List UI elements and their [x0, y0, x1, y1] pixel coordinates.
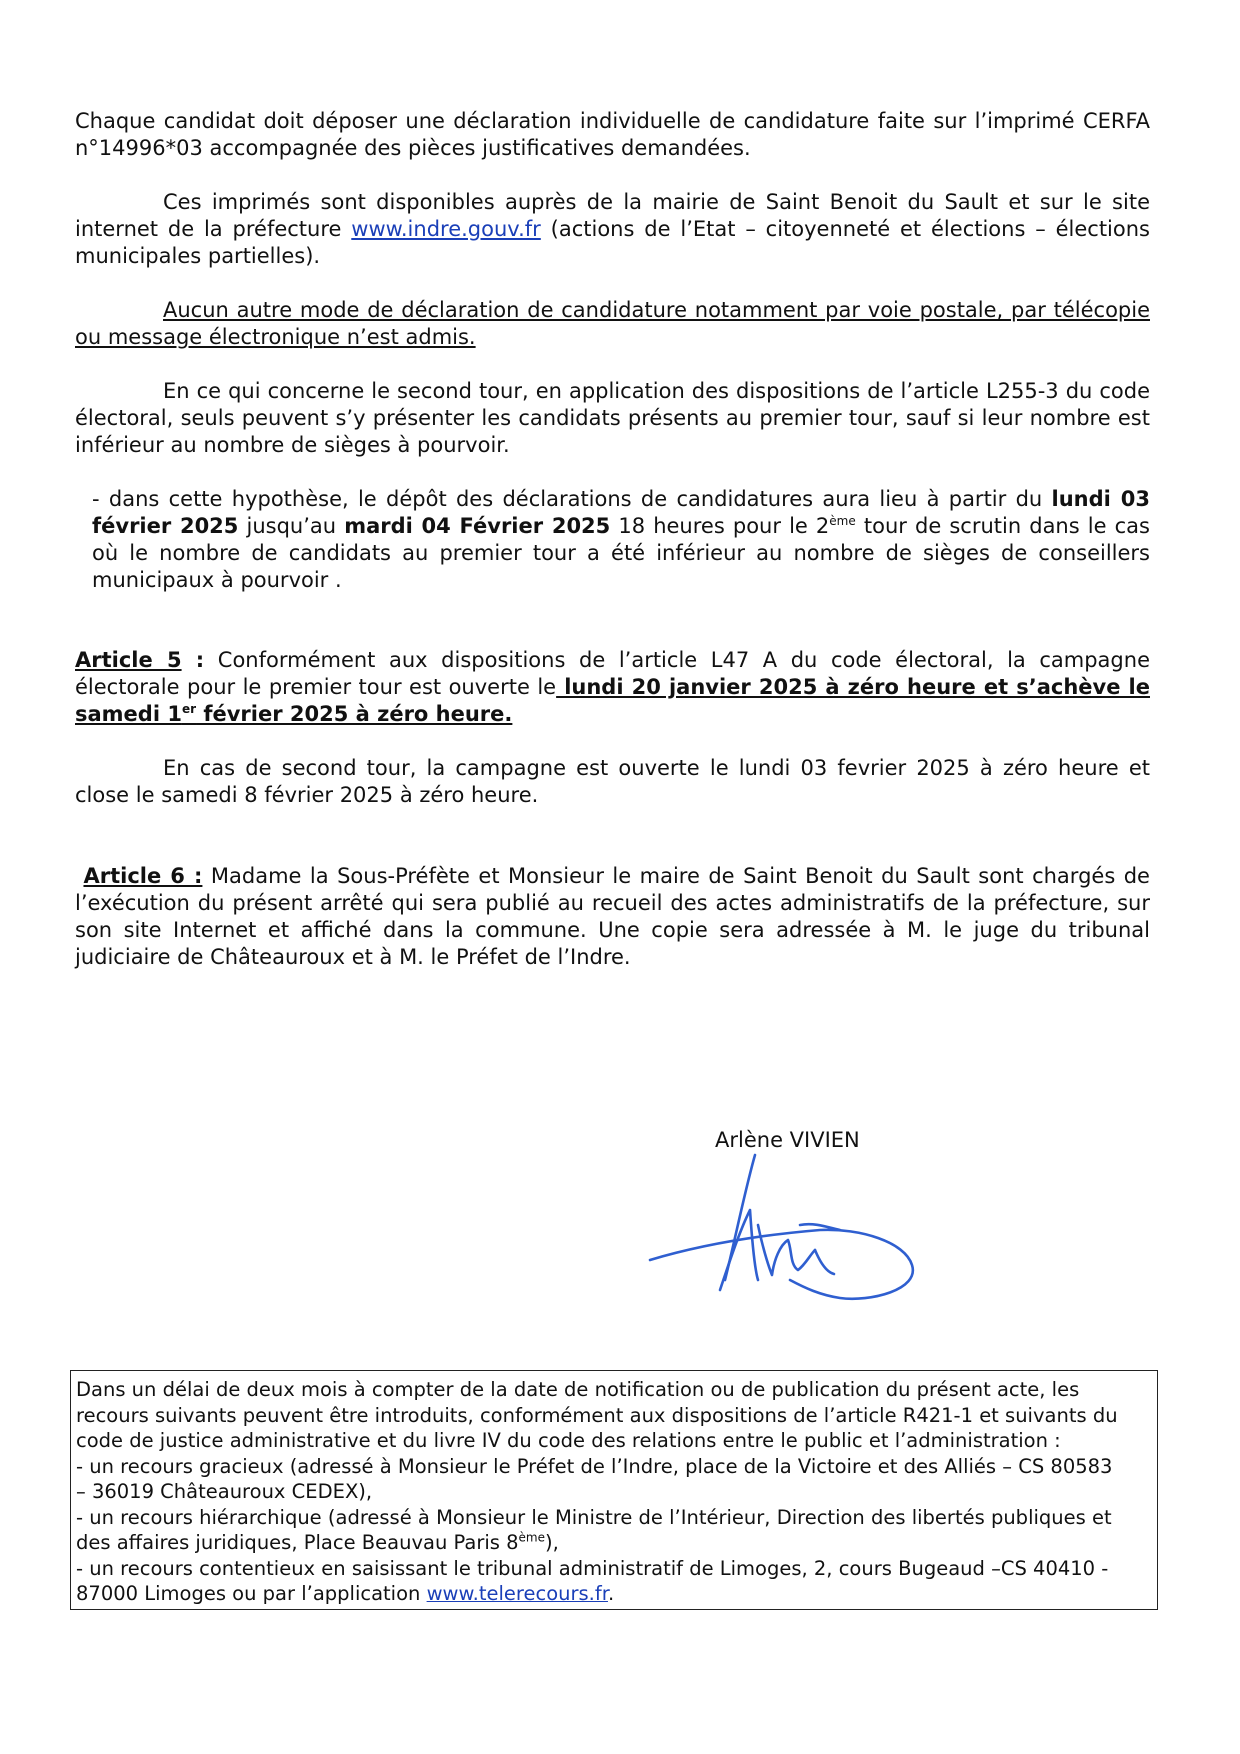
paragraph-no-other-mode	[75, 297, 1150, 351]
underlined-text: Aucun autre mode de déclaration de candidature notamment par voie postale, par télécopie ou message électronique n’est admis.	[75, 298, 1150, 349]
notice-text: 87000 Limoges ou par l’application	[76, 1582, 427, 1605]
superscript: ème	[518, 1530, 545, 1545]
superscript: ème	[829, 514, 856, 528]
paragraph-text: tour de scrutin dans le cas où le nombre de candidats au premier tour a été inférieur au nombre de sièges de conseillers municipaux à pourvoir .	[92, 514, 1150, 592]
paragraph-forms-availability	[75, 189, 1150, 270]
telerecours-link[interactable]: www.telerecours.fr	[426, 1582, 608, 1605]
bold-date: lundi 03 février 2025	[92, 487, 1150, 538]
bold-date: lundi 20 janvier 2025 à zéro heure et s’achève le samedi 1	[75, 675, 1150, 726]
notice-line: – 36019 Châteauroux CEDEX),	[76, 1480, 373, 1503]
notice-line	[76, 1581, 1152, 1607]
article-6-label: Article 6 :	[83, 864, 203, 888]
paragraph-text: Ces imprimés sont disponibles auprès de la mairie de Saint Benoit du Sault et sur le site internet de la préfecture	[75, 190, 1150, 241]
article-5	[75, 647, 1150, 728]
notice-text: ),	[545, 1531, 559, 1554]
paragraph-text: 18 heures pour le 2	[610, 514, 830, 538]
paragraph-second-tour-campaign: En cas de second tour, la campagne est ouverte le lundi 03 fevrier 2025 à zéro heure et close le samedi 8 février 2025 à zéro heure.	[75, 756, 1150, 807]
article-6	[75, 863, 1150, 971]
notice-line	[76, 1530, 1152, 1556]
article-5-label: Article 5	[75, 648, 182, 672]
notice-line: - un recours contentieux en saisissant le tribunal administratif de Limoges, 2, cours Bugeaud –CS 40410 -	[76, 1556, 1109, 1580]
notice-line: - un recours gracieux (adressé à Monsieur le Préfet de l’Indre, place de la Victoire et des Alliés – CS 80583	[76, 1454, 1113, 1478]
notice-line: code de justice administrative et du livre IV du code des relations entre le public et l’administration :	[76, 1429, 1061, 1452]
notice-text: .	[607, 1582, 615, 1605]
paragraph-text: jusqu’au	[238, 514, 345, 538]
paragraph-hypothesis-dates	[92, 486, 1150, 594]
prefecture-website-link[interactable]: www.indre.gouv.fr	[351, 217, 541, 241]
paragraph-text: - dans cette hypothèse, le dépôt des déclarations de candidatures aura lieu à partir du	[92, 487, 1052, 511]
notice-text: des affaires juridiques, Place Beauvau Paris 8	[76, 1531, 519, 1554]
paragraph-candidature-declaration: Chaque candidat doit déposer une déclaration individuelle de candidature faite sur l’imprimé CERFA n°14996*03 accompagnée des pièces justificatives demandées.	[75, 109, 1150, 160]
signatory-name: Arlène VIVIEN	[715, 1128, 860, 1152]
notice-line: Dans un délai de deux mois à compter de la date de notification ou de publication du présent acte, les	[76, 1378, 1080, 1401]
superscript: er	[181, 702, 197, 716]
article-6-text: Madame la Sous-Préfète et Monsieur le maire de Saint Benoit du Sault sont chargés de l’exécution du présent arrêté qui sera publié au recueil des actes administratifs de la préfecture, sur son site Internet et affiché dans la commune. Une copie sera adressée à M. le juge du tribunal judiciaire de Châteauroux et à M. le Préfet de l’Indre.	[75, 864, 1150, 969]
article-5-text: Conformément aux dispositions de l’article L47 A du code électoral, la campagne électorale pour le premier tour est ouverte le	[75, 648, 1150, 699]
bold-date: mardi 04 Février 2025	[344, 514, 611, 538]
paragraph-text: (actions de l’Etat – citoyenneté et élections – élections municipales partielles).	[75, 217, 1150, 268]
paragraph-second-tour: En ce qui concerne le second tour, en application des dispositions de l’article L255-3 du code électoral, seuls peuvent s’y présenter les candidats présents au premier tour, sauf si leur nombre est inférieur au nombre de sièges à pourvoir.	[75, 379, 1150, 457]
article-5-colon: :	[181, 648, 205, 672]
handwritten-signature	[640, 1150, 940, 1330]
appeal-notice-box	[70, 1370, 1158, 1610]
notice-line: recours suivants peuvent être introduits, conformément aux dispositions de l’article R421-1 et suivants du	[76, 1403, 1118, 1427]
bold-date: février 2025 à zéro heure.	[196, 702, 513, 726]
notice-line: - un recours hiérarchique (adressé à Monsieur le Ministre de l’Intérieur, Direction des libertés publiques et	[76, 1505, 1112, 1529]
